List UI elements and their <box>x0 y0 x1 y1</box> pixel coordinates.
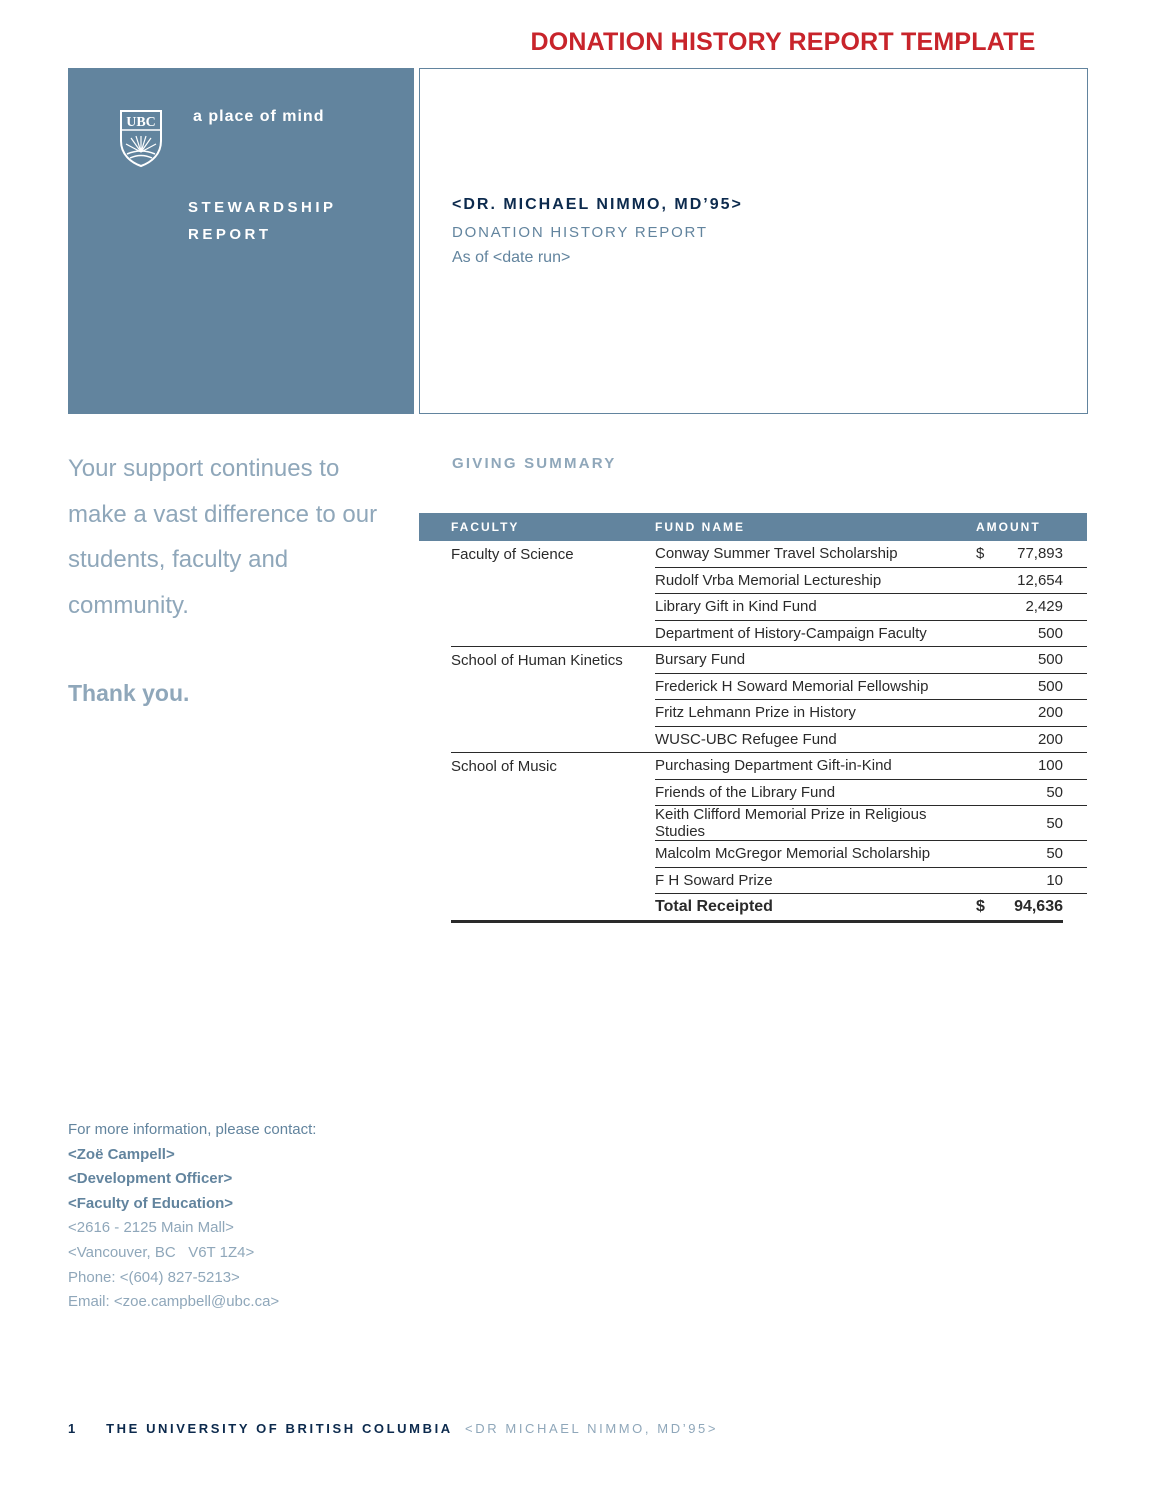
support-message: Your support continues to make a vast difference to our students, faculty and community. <box>68 455 378 619</box>
table-row <box>419 594 1087 621</box>
stewardship-label: STEWARDSHIP <box>188 199 337 216</box>
cell-currency <box>976 567 1006 594</box>
cell-faculty <box>451 841 655 868</box>
table-row <box>419 726 1087 753</box>
cell-fund-name: Purchasing Department Gift-in-Kind <box>655 753 976 780</box>
cell-fund-name: WUSC-UBC Refugee Fund <box>655 726 976 753</box>
cell-amount: 10 <box>1006 867 1063 894</box>
table-row <box>419 673 1087 700</box>
cell-faculty <box>451 726 655 753</box>
table-row <box>419 567 1087 594</box>
cell-faculty <box>451 594 655 621</box>
giving-summary-table <box>419 513 1087 923</box>
cell-currency <box>976 673 1006 700</box>
table-row <box>419 647 1087 674</box>
table-header-row <box>419 513 1087 541</box>
contact-address-2: <Vancouver, BC V6T 1Z4> <box>68 1243 255 1261</box>
document-title: DONATION HISTORY REPORT TEMPLATE <box>530 28 1036 56</box>
cell-fund-name: Frederick H Soward Memorial Fellowship <box>655 673 976 700</box>
cell-fund-name: Rudolf Vrba Memorial Lectureship <box>655 567 976 594</box>
cell-faculty <box>451 779 655 806</box>
cell-faculty <box>451 700 655 727</box>
contact-role: <Development Officer> <box>68 1170 233 1188</box>
table-row <box>419 620 1087 647</box>
cell-faculty <box>451 567 655 594</box>
total-currency: $ <box>976 894 1006 922</box>
cell-amount: 50 <box>1006 779 1063 806</box>
column-header-fund-name: FUND NAME <box>655 513 976 541</box>
footer-donor: <DR MICHAEL NIMMO, MD’95> <box>465 1421 719 1436</box>
cell-fund-name: Conway Summer Travel Scholarship <box>655 541 976 567</box>
page-footer <box>68 1421 718 1436</box>
total-row <box>419 894 1087 922</box>
donor-name: <DR. MICHAEL NIMMO, MD’95> <box>452 196 743 213</box>
cell-fund-name: Friends of the Library Fund <box>655 779 976 806</box>
cell-currency <box>976 806 1006 841</box>
cell-currency <box>976 841 1006 868</box>
cell-currency <box>976 779 1006 806</box>
cell-amount: 50 <box>1006 841 1063 868</box>
table-row <box>419 806 1087 841</box>
table-row <box>419 779 1087 806</box>
cell-amount: 500 <box>1006 673 1063 700</box>
cell-faculty <box>451 806 655 841</box>
tagline: a place of mind <box>193 108 325 125</box>
cell-amount: 200 <box>1006 726 1063 753</box>
cell-amount: 77,893 <box>1006 541 1063 567</box>
column-header-amount: AMOUNT <box>976 513 1087 541</box>
cell-fund-name: Keith Clifford Memorial Prize in Religious Studies <box>655 806 976 841</box>
cell-fund-name: F H Soward Prize <box>655 867 976 894</box>
cell-fund-name: Department of History-Campaign Faculty <box>655 620 976 647</box>
stewardship-panel <box>68 68 414 414</box>
logo-text: UBC <box>126 115 156 130</box>
donor-header-box <box>419 68 1088 414</box>
cell-fund-name: Bursary Fund <box>655 647 976 674</box>
cell-faculty <box>451 673 655 700</box>
giving-summary-heading: GIVING SUMMARY <box>452 455 617 472</box>
cell-fund-name: Library Gift in Kind Fund <box>655 594 976 621</box>
total-label: Total Receipted <box>655 894 976 922</box>
cell-amount: 2,429 <box>1006 594 1063 621</box>
table-row <box>419 700 1087 727</box>
cell-amount: 12,654 <box>1006 567 1063 594</box>
contact-block <box>68 1118 316 1315</box>
table-row <box>419 841 1087 868</box>
table-row <box>419 867 1087 894</box>
table-row <box>419 541 1087 567</box>
cell-fund-name: Fritz Lehmann Prize in History <box>655 700 976 727</box>
cell-currency <box>976 594 1006 621</box>
cell-amount: 500 <box>1006 647 1063 674</box>
footer-university: THE UNIVERSITY OF BRITISH COLUMBIA <box>106 1421 453 1436</box>
contact-phone: Phone: <(604) 827-5213> <box>68 1268 240 1286</box>
cell-currency <box>976 867 1006 894</box>
cell-fund-name: Malcolm McGregor Memorial Scholarship <box>655 841 976 868</box>
contact-faculty: <Faculty of Education> <box>68 1194 234 1212</box>
thank-you-text: Thank you. <box>68 680 190 706</box>
total-amount: 94,636 <box>1006 894 1063 922</box>
table-row <box>419 753 1087 780</box>
contact-intro: For more information, please contact: <box>68 1121 317 1138</box>
cell-faculty: Faculty of Science <box>451 545 574 563</box>
cell-faculty <box>451 867 655 894</box>
cell-currency <box>976 700 1006 727</box>
report-label: REPORT <box>188 226 272 243</box>
contact-address-1: <2616 - 2125 Main Mall> <box>68 1219 234 1237</box>
cell-faculty <box>451 620 655 647</box>
cell-currency <box>976 620 1006 647</box>
cell-currency <box>976 647 1006 674</box>
cell-currency: $ <box>976 541 1006 567</box>
cell-amount: 50 <box>1006 806 1063 841</box>
page-number: 1 <box>68 1421 78 1436</box>
column-header-faculty: FACULTY <box>451 513 655 541</box>
cell-amount: 100 <box>1006 753 1063 780</box>
cell-amount: 200 <box>1006 700 1063 727</box>
report-date: As of <date run> <box>452 249 571 266</box>
ubc-crest-icon <box>118 108 164 168</box>
contact-name: <Zoë Campell> <box>68 1145 175 1163</box>
cell-currency <box>976 726 1006 753</box>
contact-email: Email: <zoe.campbell@ubc.ca> <box>68 1293 280 1311</box>
report-subtitle: DONATION HISTORY REPORT <box>452 224 708 241</box>
cell-amount: 500 <box>1006 620 1063 647</box>
cell-currency <box>976 753 1006 780</box>
cell-faculty: School of Human Kinetics <box>451 651 623 669</box>
cell-faculty: School of Music <box>451 757 557 775</box>
